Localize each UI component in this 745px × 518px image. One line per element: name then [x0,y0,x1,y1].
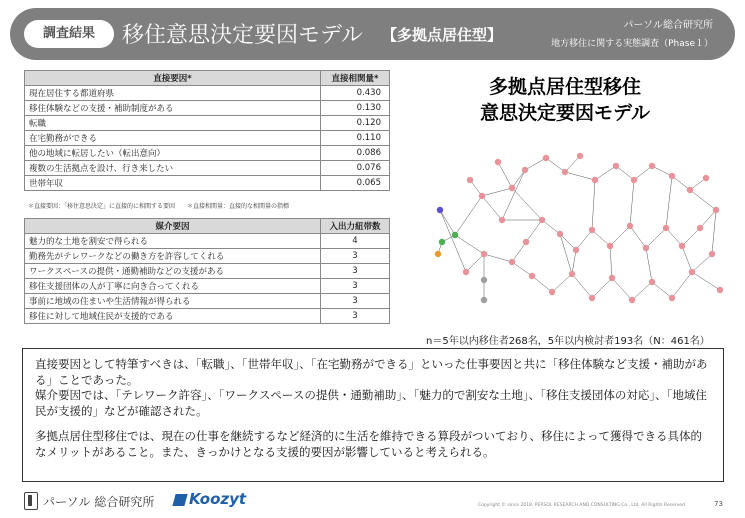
network-node [669,173,675,179]
network-edge [482,196,502,220]
network-node [495,159,501,165]
network-edge [652,282,672,298]
network-edge [652,166,672,176]
network-edge [565,156,580,172]
factor-value: 0.086 [321,146,390,161]
network-edge [646,248,652,282]
factor-label: 移住支援団体の人が丁寧に向き合ってくれる [25,279,321,294]
network-edge [512,262,532,276]
factor-label: 他の地域に転居したい（転出意向） [25,146,321,161]
network-edge [634,166,652,180]
network-edge [630,180,634,226]
network-edge [526,220,542,242]
network-node [481,251,487,257]
summary-box [22,348,724,482]
table-row [25,309,390,324]
persol-logo-text: パーソル 総合研究所 [43,494,155,509]
network-node [543,155,549,161]
factor-label: 移住体験などの支援・補助制度がある [25,101,321,116]
factor-label: ワークスペースの提供・通勤補助などの支援がある [25,264,321,279]
table-header: 媒介要因 [25,219,321,234]
network-edge [632,282,652,300]
network-node [687,187,693,193]
table-row [25,86,390,101]
network-node [697,225,703,231]
factor-value: 3 [321,294,390,309]
network-edge [498,162,512,188]
network-node [562,169,568,175]
table-row [25,161,390,176]
factor-label: 魅力的な土地を割安で得られる [25,234,321,249]
section-badge: 調査結果 [24,20,114,48]
network-edge [692,272,720,290]
header-org: パーソル総合研究所 [623,20,713,31]
factor-value: 4 [321,234,390,249]
factor-value: 0.120 [321,116,390,131]
koozyt-logo-icon [172,494,187,506]
network-edge [672,176,690,190]
network-node [613,163,619,169]
page-number: 73 [714,500,723,508]
factor-value: 0.430 [321,86,390,101]
factor-value: 3 [321,264,390,279]
network-edge [455,235,484,254]
network-node [577,153,583,159]
table-header: 入出力紐帯数 [321,219,390,234]
factor-label: 移住に対して地域住民が支援的である [25,309,321,324]
network-edge [572,274,592,298]
network-edge [552,274,572,292]
factor-value: 0.076 [321,161,390,176]
network-edge [595,166,616,180]
network-node [523,239,529,245]
network-edge [712,210,716,254]
mediator-factors-table [24,218,390,324]
persol-logo-icon [24,492,38,510]
network-edge [612,278,632,300]
network-node [509,259,515,265]
factor-label: 複数の生活拠点を設け、行き来したい [25,161,321,176]
network-edge [482,188,512,196]
page-title: 移住意思決定要因モデル [122,23,363,48]
network-edge [512,170,525,188]
factor-label: 現在居住する都道府県 [25,86,321,101]
model-title [440,74,690,126]
network-edge [440,210,455,235]
table-row [25,131,390,146]
network-node [649,163,655,169]
network-edge [666,176,672,228]
table-row [25,234,390,249]
network-node [703,175,709,181]
network-edge [565,172,595,180]
copyright: Copyright © since 2018. PERSOL RESEARCH AND CONSULTING Co., Ltd. All Rights Reserved. [478,503,687,508]
network-node [481,277,487,283]
network-node [467,177,473,183]
network-node [609,275,615,281]
network-edge [546,158,565,172]
table-row [25,294,390,309]
table-row [25,146,390,161]
network-node [452,232,458,238]
network-node [557,231,563,237]
factor-label: 在宅勤務ができる [25,131,321,146]
factor-label: 転職 [25,116,321,131]
network-node [669,295,675,301]
network-node [479,193,485,199]
network-edge [532,276,552,292]
table-row [25,101,390,116]
factor-value: 0.110 [321,131,390,146]
network-edge [484,254,512,262]
network-node [435,251,441,257]
network-node [439,239,445,245]
network-node [709,251,715,257]
summary-paragraph: 多拠点居住型移住では、現在の仕事を継続するなど経済的に生活を維持できる算段がついており、移住によって獲得できる具体的なメリットがあること。また、きっかけとなる支援的要因が影響していると考えられる。 [35,429,702,459]
network-edge [592,278,612,298]
network-edge [576,230,592,250]
factor-value: 3 [321,279,390,294]
network-node [607,243,613,249]
factor-value: 0.065 [321,176,390,191]
model-title-line2: 意思決定要因モデル [479,102,651,124]
network-node [629,297,635,303]
network-node [539,217,545,223]
network-node [529,273,535,279]
network-node [713,207,719,213]
table-row [25,176,390,191]
network-edge [542,220,560,234]
table-row [25,249,390,264]
network-edge [502,170,525,220]
network-edge [630,226,646,248]
factor-value: 3 [321,309,390,324]
network-edge [610,246,612,278]
factor-label: 事前に地域の住まいや生活情報が得られる [25,294,321,309]
network-edge [682,228,700,246]
summary-paragraph: 媒介要因では、「テレワーク許容」、「ワークスペースの提供・通勤補助」、「魅力的で割安な土地」、「移住支援団体の対応」、「地域住民が支援的」などが確認された。 [35,388,707,418]
network-edge [466,254,484,272]
network-edge [700,210,716,228]
network-edge [512,188,542,220]
network-edge [592,230,610,246]
network-node [689,269,695,275]
factor-label: 勤務先がテレワークなどの働き方を許容してくれる [25,249,321,264]
table-header: 直接相関量* [321,71,390,86]
network-diagram [420,150,725,325]
sample-size-note: n＝5年以内移住者268名，5年以内検討者193名（N：461名） [426,336,710,347]
network-edge [525,158,546,170]
network-edge [455,196,482,235]
factor-value: 3 [321,249,390,264]
koozyt-logo [174,490,246,508]
header-bar [10,8,735,60]
network-node [522,167,528,173]
network-node [569,271,575,277]
page-subtitle: 【多拠点居住型】 [382,26,503,44]
network-edge [592,180,595,230]
network-edge [610,226,630,246]
table-row [25,264,390,279]
factor-label: 世帯年収 [25,176,321,191]
network-edge [666,228,682,246]
network-edge [512,242,526,262]
header-survey: 地方移住に関する実態調査（Phase１） [551,39,713,49]
table-footnote: ＊直接要因：「移住意思決定」に直接的に相関する要因 ＊直接相関量：直接的な相関量の指標 [28,203,290,210]
network-edge [672,272,692,298]
model-title-line1: 多拠点居住型移住 [488,76,641,98]
network-edge [616,166,634,180]
network-edge [646,228,666,248]
network-edge [690,190,716,210]
network-node [437,207,443,213]
factor-value: 0.130 [321,101,390,116]
network-node [592,177,598,183]
network-node [627,223,633,229]
summary-paragraph: 直接要因として特筆すべきは、「転職」、「世帯年収」、「在宅勤務ができる」といった仕事要因と共に「移住体験など支援・補助がある」ことであった。 [35,357,708,387]
network-edge [682,246,692,272]
network-node [643,245,649,251]
network-node [463,269,469,275]
network-node [589,227,595,233]
koozyt-logo-text: Koozyt [189,490,247,508]
network-node [481,297,487,303]
table-row [25,116,390,131]
network-node [663,225,669,231]
network-node [509,185,515,191]
network-node [573,247,579,253]
network-edge [692,254,712,272]
direct-factors-table [24,70,390,191]
persol-logo [24,492,154,510]
network-node [549,289,555,295]
table-header: 直接要因* [25,71,321,86]
network-node [679,243,685,249]
network-node [499,217,505,223]
network-node [589,295,595,301]
network-edges [438,156,720,300]
network-node [631,177,637,183]
table-row [25,279,390,294]
network-node [717,287,723,293]
network-node [649,279,655,285]
network-edge [572,250,576,274]
